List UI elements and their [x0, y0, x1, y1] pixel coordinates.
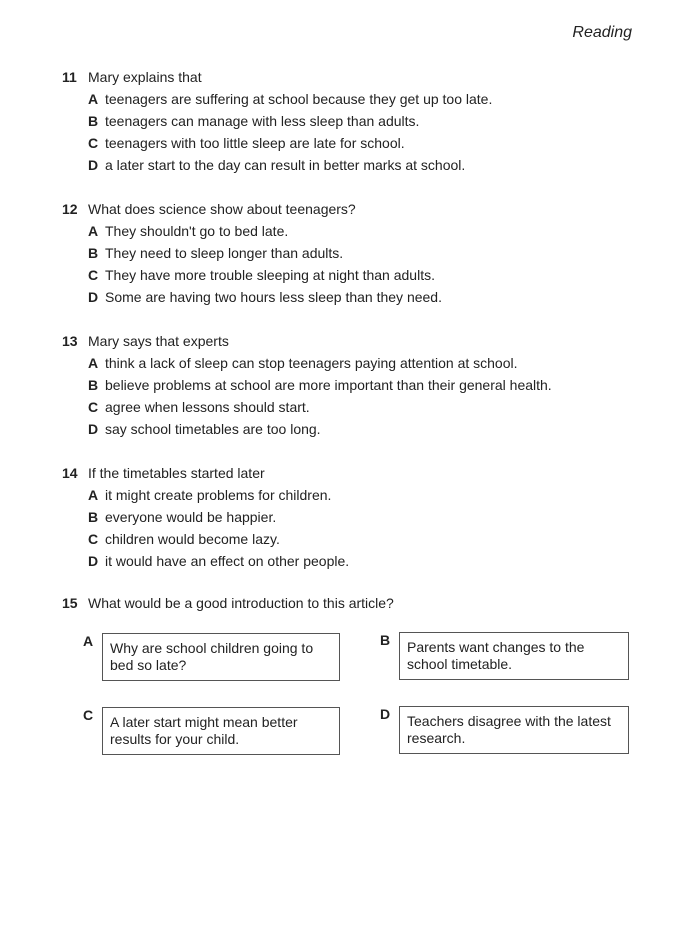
question-11 [62, 66, 662, 176]
option-c[interactable]: C They have more trouble sleeping at night than adults. [88, 267, 435, 283]
question-text: Mary explains that [88, 69, 202, 85]
question-text: What would be a good introduction to this article? [88, 595, 394, 611]
question-stem [62, 330, 662, 352]
section-header: Reading [572, 24, 632, 41]
question-14 [62, 462, 662, 572]
question-stem [62, 592, 662, 614]
question-text: What does science show about teenagers? [88, 201, 356, 217]
option-box-d[interactable] [399, 706, 629, 754]
option-a[interactable]: A teenagers are suffering at school because they get up too late. [88, 91, 493, 107]
options-list [88, 352, 662, 440]
question-13 [62, 330, 662, 440]
option-c[interactable]: C teenagers with too little sleep are late for school. [88, 135, 405, 151]
option-a[interactable]: A it might create problems for children. [88, 487, 332, 503]
option-box-a[interactable] [102, 633, 340, 681]
option-b[interactable]: B teenagers can manage with less sleep than adults. [88, 113, 420, 129]
question-stem [62, 66, 662, 88]
question-number: 15 [62, 595, 78, 611]
option-b[interactable]: B They need to sleep longer than adults. [88, 245, 344, 261]
option-d[interactable]: D it would have an effect on other people. [88, 553, 350, 569]
option-c[interactable]: C agree when lessons should start. [88, 399, 310, 415]
options-list [88, 88, 662, 176]
box-text-line: results for your child. [110, 731, 240, 747]
question-text: Mary says that experts [88, 333, 229, 349]
box-text-line: research. [407, 730, 466, 746]
option-c[interactable]: C children would become lazy. [88, 531, 280, 547]
option-b[interactable]: B believe problems at school are more important than their general health. [88, 377, 552, 393]
box-text-line: bed so late? [110, 657, 187, 673]
box-text-line: school timetable. [407, 656, 513, 672]
box-letter-d: D [380, 706, 391, 722]
option-d[interactable]: D Some are having two hours less sleep than they need. [88, 289, 442, 305]
box-text-line: A later start might mean better [110, 714, 298, 730]
option-d[interactable]: D say school timetables are too long. [88, 421, 321, 437]
question-text: If the timetables started later [88, 465, 265, 481]
box-letter-c: C [83, 707, 94, 723]
question-number: 11 [62, 69, 77, 85]
options-list [88, 220, 662, 308]
question-stem [62, 462, 662, 484]
question-12 [62, 198, 662, 308]
box-letter-a: A [83, 633, 94, 649]
question-number: 12 [62, 201, 78, 217]
option-box-c[interactable] [102, 707, 340, 755]
option-d[interactable]: D a later start to the day can result in better marks at school. [88, 157, 466, 173]
question-stem [62, 198, 662, 220]
box-text-line: Why are school children going to [110, 640, 314, 656]
question-15 [62, 592, 662, 614]
question-number: 14 [62, 465, 78, 481]
option-box-b[interactable] [399, 632, 629, 680]
option-a[interactable]: A think a lack of sleep can stop teenagers paying attention at school. [88, 355, 518, 371]
option-b[interactable]: B everyone would be happier. [88, 509, 277, 525]
option-a[interactable]: A They shouldn't go to bed late. [88, 223, 289, 239]
box-letter-b: B [380, 632, 391, 648]
question-number: 13 [62, 333, 78, 349]
box-text-line: Teachers disagree with the latest [407, 713, 611, 729]
options-list [88, 484, 662, 572]
box-text-line: Parents want changes to the [407, 639, 585, 655]
